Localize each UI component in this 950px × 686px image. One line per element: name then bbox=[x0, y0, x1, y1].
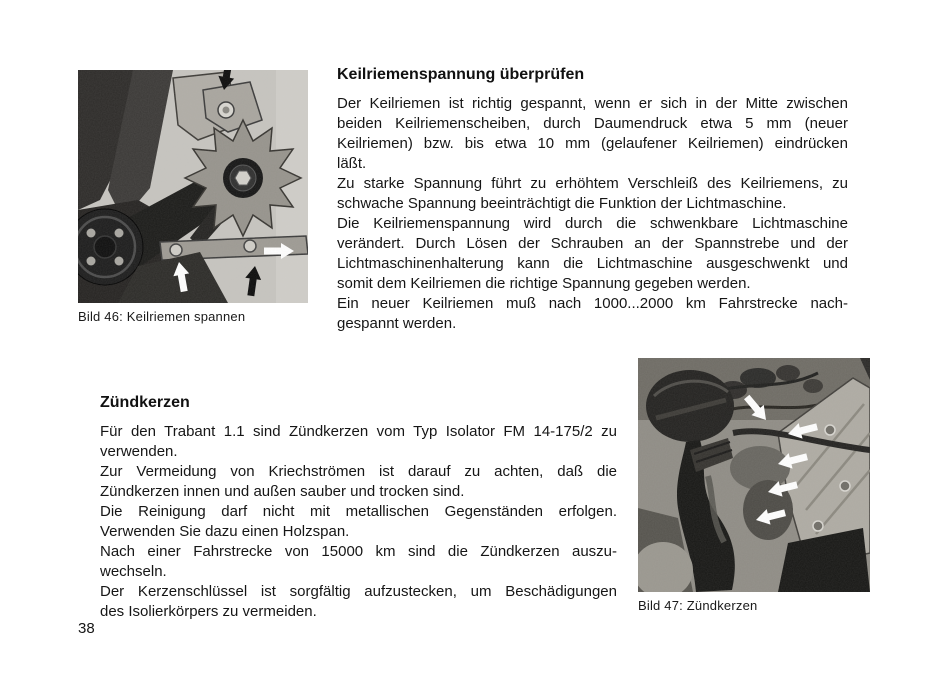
section-zuendkerzen bbox=[100, 394, 617, 622]
text-line: wechseln. bbox=[100, 563, 167, 580]
text-line: Der Kerzenschlüssel ist sorgfältig aufzustecken, um Beschädigungen bbox=[100, 583, 617, 600]
text-line: schwache Spannung beeinträchtigt die Funktion der Lichtmaschine. bbox=[337, 195, 787, 212]
text-line: Lichtmaschinenhalterung kann die Lichtmaschine ausgeschwenkt und bbox=[337, 255, 848, 272]
section-heading: Keilriemenspannung überprüfen bbox=[337, 66, 585, 83]
section-heading: Zündkerzen bbox=[100, 394, 190, 411]
photo-grain bbox=[78, 70, 308, 303]
text-line: Ein neuer Keilriemen muß nach 1000...2000 km Fahrstrecke nach- bbox=[337, 295, 848, 312]
photo-grain bbox=[638, 358, 870, 592]
text-line: verändert. Durch Lösen der Schrauben an der Spannstrebe und der bbox=[337, 235, 848, 252]
sparkplug-photo bbox=[638, 358, 870, 592]
vbelt-photo bbox=[78, 70, 308, 303]
figure-bild-47 bbox=[638, 358, 870, 613]
text-line: Für den Trabant 1.1 sind Zündkerzen vom Typ Isolator FM 14-175/2 zu bbox=[100, 423, 617, 440]
text-line: somit dem Keilriemen die richtige Spannung gegeben werden. bbox=[337, 275, 751, 292]
text-line: Nach einer Fahrstrecke von 15000 km sind die Zündkerzen auszu- bbox=[100, 543, 617, 560]
figure-caption-46: Bild 46: Keilriemen spannen bbox=[78, 309, 246, 324]
text-line: verwenden. bbox=[100, 443, 178, 460]
figure-bild-46 bbox=[78, 70, 308, 324]
text-line: Zu starke Spannung führt zu erhöhtem Verschleiß des Keilriemens, zu bbox=[337, 175, 848, 192]
text-line: Die Reinigung darf nicht mit metallischen Gegenständen erfolgen. bbox=[100, 503, 617, 520]
text-line: läßt. bbox=[337, 155, 367, 172]
text-line: beiden Keilriemenscheiben, durch Daumendruck etwa 5 mm (neuer bbox=[337, 115, 848, 132]
text-line: gespannt werden. bbox=[337, 315, 457, 332]
section-body bbox=[337, 94, 848, 334]
text-line: Die Keilriemenspannung wird durch die schwenkbare Lichtmaschine bbox=[337, 215, 848, 232]
figure-caption-47: Bild 47: Zündkerzen bbox=[638, 598, 758, 613]
page-number: 38 bbox=[78, 620, 95, 637]
text-line: Verwenden Sie dazu einen Holzspan. bbox=[100, 523, 350, 540]
text-line: Der Keilriemen ist richtig gespannt, wenn er sich in der Mitte zwischen bbox=[337, 95, 848, 112]
section-keilriemenspannung bbox=[337, 66, 848, 334]
text-line: Zündkerzen innen und außen sauber und trocken sind. bbox=[100, 483, 465, 500]
text-line: Zur Vermeidung von Kriechströmen ist darauf zu achten, daß die bbox=[100, 463, 617, 480]
text-line: des Isolierkörpers zu vermeiden. bbox=[100, 603, 317, 620]
text-line: Keilriemen) bzw. bis etwa 10 mm (gelaufener Keilriemen) eindrücken bbox=[337, 135, 848, 152]
section-body bbox=[100, 422, 617, 622]
